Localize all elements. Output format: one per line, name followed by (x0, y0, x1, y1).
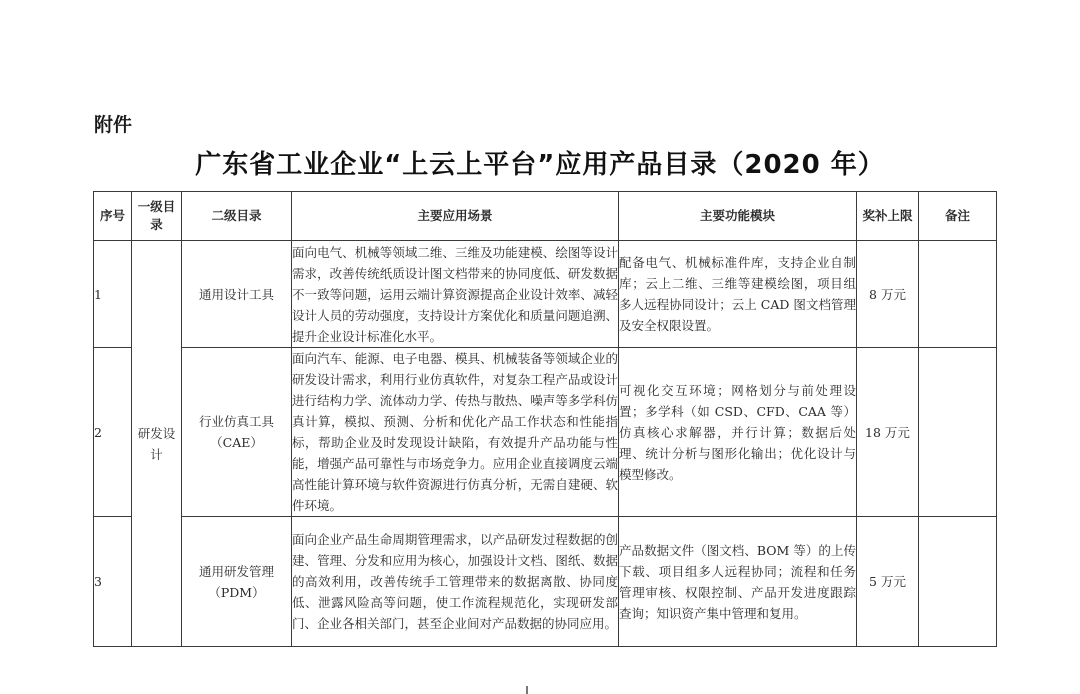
table-row (94, 517, 997, 647)
row-seq: 3 (94, 517, 132, 647)
category2-cell (182, 241, 292, 348)
header-seq: 序号 (94, 192, 132, 241)
table-row (94, 348, 997, 517)
note-cell (919, 348, 997, 517)
header-cat2: 二级目录 (182, 192, 292, 241)
function-cell: 可视化交互环境；网格划分与前处理设置；多学科（如 CSD、CFD、CAA 等）仿真核心求解器，并行计算；数据后处理、统计分析与图形化输出；优化设计与模型修改。 (619, 348, 857, 517)
header-func: 主要功能模块 (619, 192, 857, 241)
table-row (94, 241, 997, 348)
function-cell: 产品数据文件（图文档、BOM 等）的上传下载、项目组多人远程协同；流程和任务管理审核、权限控制、产品开发进度跟踪查询；知识资产集中管理和复用。 (619, 517, 857, 647)
header-scene: 主要应用场景 (292, 192, 619, 241)
category2-cell (182, 348, 292, 517)
category2-abbr: （CAE） (210, 435, 263, 450)
document-title: 广东省工业企业“上云上平台”应用产品目录（2020 年） (195, 150, 885, 180)
row-seq: 2 (94, 348, 132, 517)
header-subsidy: 奖补上限 (857, 192, 919, 241)
category2-name: 通用研发管理 (198, 563, 274, 579)
product-catalog-table (93, 191, 997, 647)
subsidy-cell: 5 万元 (857, 517, 919, 647)
page-number-mark (526, 686, 528, 694)
subsidy-cell: 18 万元 (857, 348, 919, 517)
category2-name: 行业仿真工具 (198, 414, 274, 429)
table-header-row (94, 192, 997, 241)
note-cell (919, 517, 997, 647)
scene-cell: 面向电气、机械等领域二维、三维及功能建模、绘图等设计需求，改善传统纸质设计图文档带来的协同度低、研发数据不一致等问题，运用云端计算资源提高企业设计效率、减轻设计人员的劳动强度，支持设计方案优化和质量问题追溯、提升企业设计标准化水平。 (292, 241, 619, 348)
category1-cell: 研发设计 (132, 241, 182, 647)
header-note: 备注 (919, 192, 997, 241)
scene-cell: 面向汽车、能源、电子电器、模具、机械装备等领域企业的研发设计需求，利用行业仿真软件，对复杂工程产品或设计进行结构力学、流体动力学、传热与散热、噪声等多学科仿真计算，模拟、预测、分析和优化产品工作状态和性能指标，帮助企业及时发现设计缺陷，有效提升产品功能与性能，增强产品可靠性与市场竞争力。应用企业直接调度云端高性能计算环境与软件资源进行仿真分析，无需自建硬、软件环境。 (292, 348, 619, 517)
attachment-label: 附件 (94, 114, 133, 136)
category2-abbr: （PDM） (208, 584, 265, 600)
category2-cell (182, 517, 292, 647)
row-seq: 1 (94, 241, 132, 348)
function-cell: 配备电气、机械标准件库，支持企业自制库；云上二维、三维等建模绘图，项目组多人远程协同设计；云上 CAD 图文档管理及安全权限设置。 (619, 241, 857, 348)
subsidy-cell: 8 万元 (857, 241, 919, 348)
scene-cell: 面向企业产品生命周期管理需求，以产品研发过程数据的创建、管理、分发和应用为核心，加强设计文档、图纸、数据的高效利用，改善传统手工管理带来的数据离散、协同度低、泄露风险高等问题，使工作流程规范化，实现研发部门、企业各相关部门，甚至企业间对产品数据的协同应用。 (292, 517, 619, 647)
header-cat1: 一级目录 (132, 192, 182, 241)
note-cell (919, 241, 997, 348)
category2-name: 通用设计工具 (198, 286, 274, 302)
